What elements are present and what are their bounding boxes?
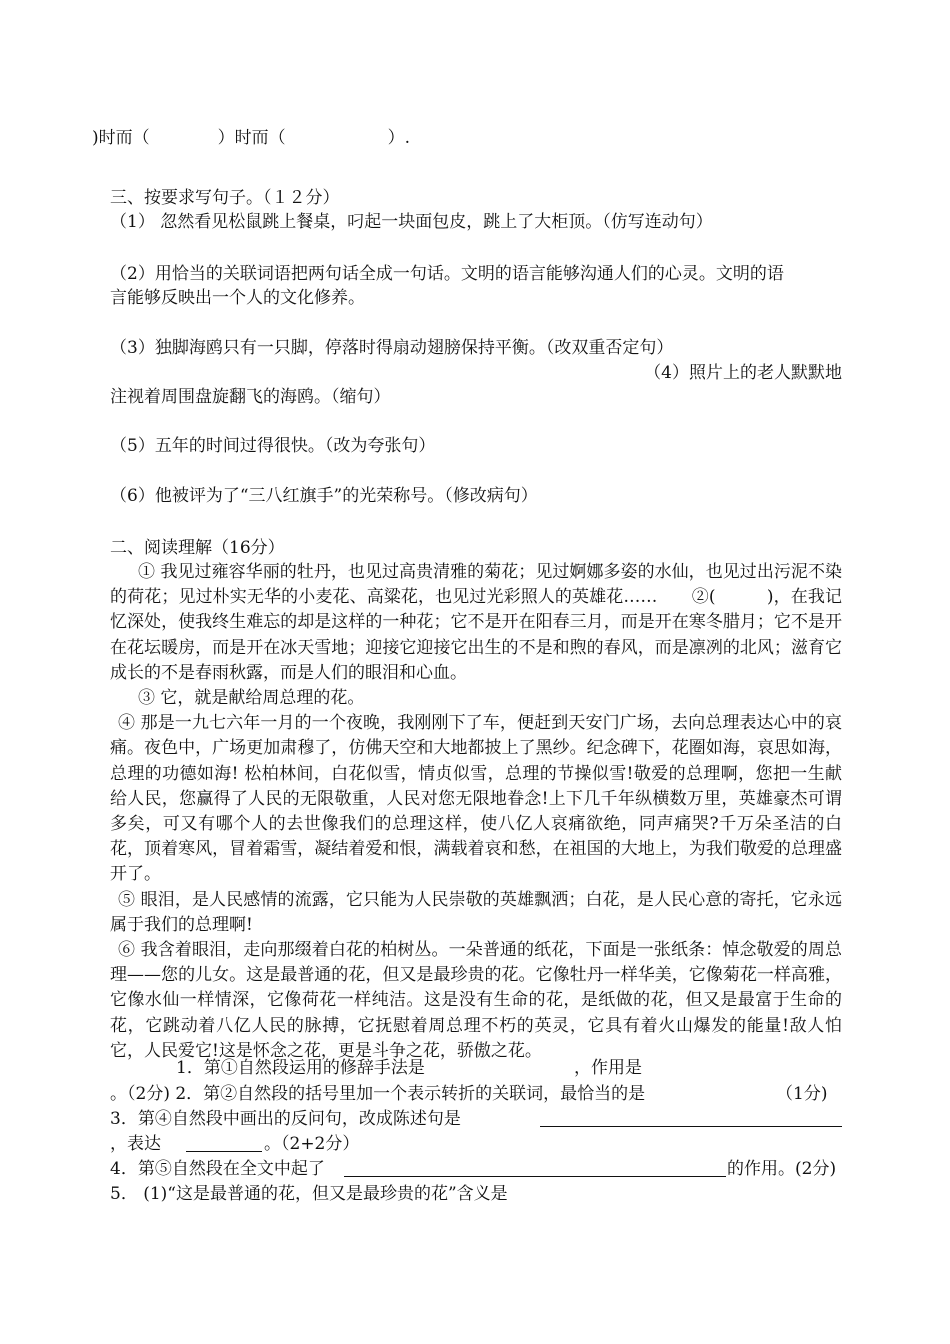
reading-question-4-score: 的作用。(2分) [727,1159,837,1179]
question-4-line-1: （4）照片上的老人默默地 [644,363,842,383]
reading-question-4: 4．第⑤自然段在全文中起了 [110,1159,325,1179]
question-6: （6）他被评为了“三八红旗手”的光荣称号。（修改病句） [110,486,538,506]
reading-question-3: 3．第④自然段中画出的反问句，改成陈述句是 [110,1109,461,1129]
reading-passage [110,560,842,1064]
reading-question-3c: 。（2+2分） [264,1134,360,1154]
question-4-line-2: 注视着周围盘旋翻飞的海鸥。（缩句） [110,387,391,407]
fill-blank-line: )时而（ ）时而（ ）. [92,128,411,148]
section-three-heading: 三、按要求写句子。（１２分） [110,188,340,208]
question-3: （3）独脚海鸥只有一只脚，停落时得扇动翅膀保持平衡。（改双重否定句） [110,338,674,358]
question-5: （5）五年的时间过得很快。（改为夸张句） [110,436,436,456]
paragraph-4: ④ 那是一九七六年一月的一个夜晚，我刚刚下了车，便赶到天安门广场，去向总理表达心中的哀痛。夜色中，广场更加肃穆了，仿佛天空和大地都披上了黑纱。纪念碑下，花圈如海，哀思如海，总理的功德如海! 松柏林间，白花似雪，情贞似雪，总理的节操似雪!敬爱的总理啊，您把一生献给人民，您赢得了人民的无限敬重，人民对您无限地眷念!上下几千年纵横数万里，英雄豪杰可谓多矣，可又有哪个人的去世像我们的总理这样，使八亿人哀痛欲绝，同声痛哭?千万朵圣洁的白花，顶着寒风，冒着霜雪，凝结着爱和恨，满载着哀和愁，在祖国的大地上，为我们敬爱的总理盛开了。 [110,713,842,885]
reading-question-2-score: （1分) [776,1084,828,1104]
question-2-line-1: （2）用恰当的关联词语把两句话全成一句话。文明的语言能够沟通人们的心灵。文明的语 [110,264,784,284]
reading-question-1a: 1．第①自然段运用的修辞手法是 [176,1058,425,1078]
reading-question-3b: ，表达 [110,1134,161,1154]
answer-blank-3[interactable] [540,1108,842,1127]
section-two-heading: 二、阅读理解（16分） [110,538,285,558]
answer-blank-4[interactable] [344,1158,726,1177]
paragraph-6: ⑥ 我含着眼泪，走向那缀着白花的柏树丛。一朵普通的纸花，下面是一张纸条：悼念敬爱的周总理——您的儿女。这是最普通的花，但又是最珍贵的花。它像牡丹一样华美，它像菊花一样高雅，它像水仙一样情深，它像荷花一样纯洁。这是没有生命的花，是纸做的花，但又是最富于生命的花，它跳动着八亿人民的脉搏，它抚慰着周总理不朽的英灵，它具有着火山爆发的能量!敌人怕它，人民爱它!这是怀念之花，更是斗争之花，骄傲之花。 [110,940,842,1061]
question-1: （1） 忽然看见松鼠跳上餐桌，叼起一块面包皮，跳上了大柜顶。（仿写连动句） [110,212,713,232]
paragraph-3: ③ 它，就是献给周总理的花。 [138,688,365,709]
question-2-line-2: 言能够反映出一个人的文化修养。 [110,288,365,308]
answer-blank-3b[interactable] [186,1133,262,1152]
reading-question-5: 5． (1)“这是最普通的花，但又是最珍贵的花”含义是 [110,1184,508,1204]
paragraph-1-2: ① 我见过雍容华丽的牡丹，也见过高贵清雅的菊花；见过婀娜多姿的水仙，也见过出污泥不染的荷花；见过朴实无华的小麦花、高粱花，也见过光彩照人的英雄花…… ②( )，在我记忆深处，使我终生难忘的却是这样的一种花；它不是开在阳春三月，而是开在寒冬腊月；它不是开在花坛暖房，而是开在冰天雪地；迎接它迎接它出生的不是和煦的春风，而是凛冽的北风；滋育它成长的不是春雨秋露，而是人们的眼泪和心血。 [110,562,842,683]
reading-question-1c-2: 。（2分) 2．第②自然段的括号里加一个表示转折的关联词，最恰当的是 [110,1084,646,1104]
reading-question-1b: ，作用是 [574,1058,642,1078]
paragraph-5: ⑤ 眼泪，是人民感情的流露，它只能为人民崇敬的英雄飘洒；白花，是人民心意的寄托，它永远属于我们的总理啊! [110,889,842,935]
